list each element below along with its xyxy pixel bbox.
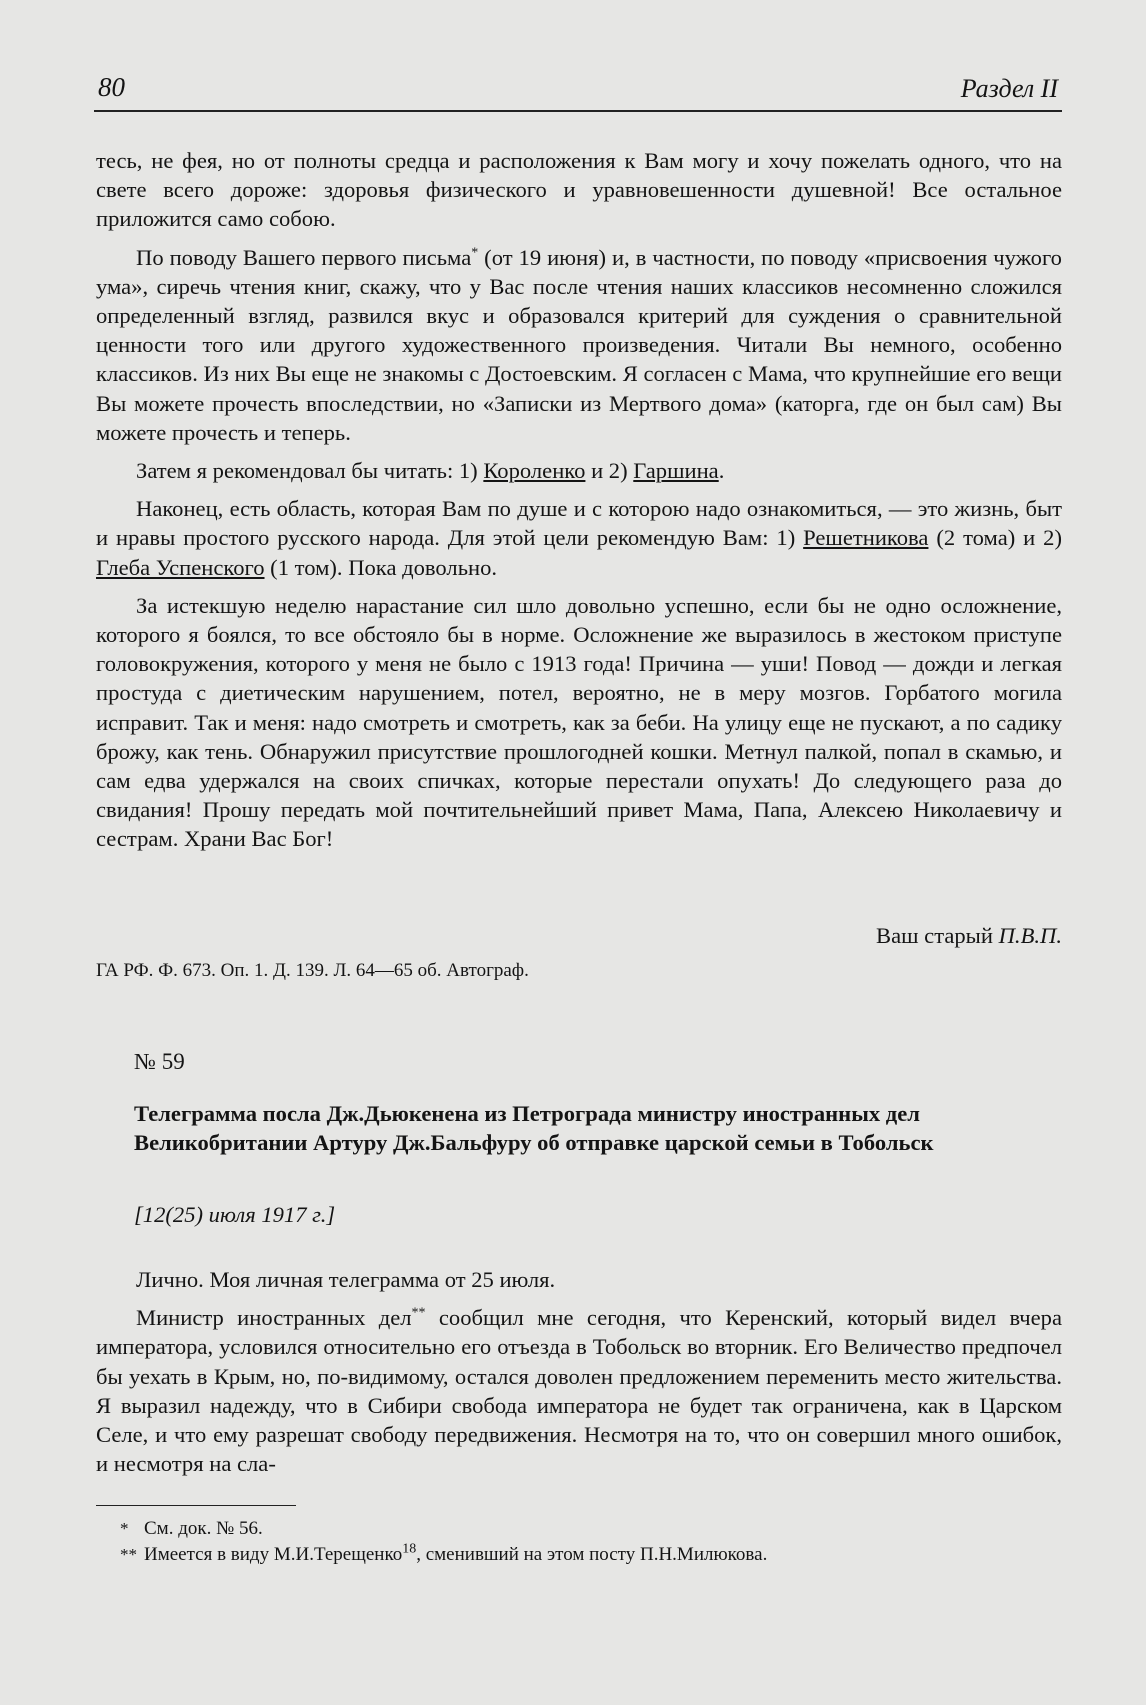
telegram-paragraph (96, 1303, 1062, 1478)
archive-source: ГА РФ. Ф. 673. Оп. 1. Д. 139. Л. 64—65 об. Автограф. (96, 960, 529, 981)
footnote-ref: 18 (402, 1541, 417, 1557)
running-header (94, 70, 1062, 112)
telegram-text (96, 1265, 1062, 1478)
text-run: и 2) (585, 458, 634, 484)
signature-text: Ваш старый (876, 923, 999, 948)
footnotes (96, 1516, 1062, 1568)
letter-paragraph (96, 243, 1062, 447)
footnote-divider (96, 1505, 296, 1506)
footnote-text: , сменивший на этом посту П.Н.Милюкова. (416, 1544, 768, 1565)
letter-paragraph: За истекшую неделю нарастание сил шло довольно успешно, если бы не одно осложнение, которого я боялся, то все обстояло бы в норме. Осложнение же выразилось в жестоком приступе головокружения, которого у меня не было с 1913 года! Причина — уши! Повод — дожди и легкая простуда с диетическим нарушением, потел, вероятно, не в меру мозгов. Горбатого могила исправит. Так и меня: надо смотреть и смотреть, как за беби. На улицу еще не пускают, а по садику брожу, как тень. Обнаружил присутствие прошлогодней кошки. Метнул палкой, попал в скамью, и сам едва удержался на своих спичках, которые перестали опухать! До следующего раза до свидания! Прошу передать мой почтительнейший привет Мама, Папа, Алексею Николаевичу и сестрам. Храни Вас Бог! (96, 592, 1062, 852)
letter-text (96, 146, 1062, 854)
text-run: (1 том). Пока довольно. (264, 554, 498, 580)
footnote-mark: ** (120, 1545, 137, 1564)
author-garshin: Гаршина (633, 458, 719, 484)
footnote (96, 1516, 1062, 1542)
text-run: Затем я рекомендовал бы читать: 1) (136, 458, 484, 484)
text-run: (от 19 июня) и, в частности, по поводу «присвоения чужого ума», сиречь чтения книг, скажу, что у Вас после чтения наших классиков несомненно сложился определенный взгляд, развился вкус и образовался критерий для суждения о сравнительной ценности того или другого художественного произведения. Читали Вы немного, особенно классиков. Из них Вы еще не знакомы с Достоевским. Я согласен с Мама, что крупнейшие его вещи Вы можете прочесть впоследствии, но «Записки из Мертвого дома» (каторга, где он был сам) Вы можете прочесть и теперь. (96, 244, 1062, 445)
text-run: (2 тома) и 2) (928, 525, 1062, 551)
text-run: По поводу Вашего первого письма (136, 244, 472, 270)
signature-initials: П.В.П. (998, 923, 1062, 948)
letter-paragraph (96, 494, 1062, 582)
footnote-mark: * (120, 1519, 129, 1538)
document-title: Телеграмма посла Дж.Дьюкенена из Петрограда министру иностранных дел Великобритании Артуру Дж.Бальфуру об отправке царской семьи в Тобольск (134, 1101, 934, 1155)
text-run: . (718, 458, 725, 484)
footnote (96, 1542, 1062, 1568)
document-number: № 59 (134, 1049, 185, 1074)
document-date: [12(25) июля 1917 г.] (134, 1202, 336, 1227)
footnote-text: Имеется в виду М.И.Терещенко (144, 1544, 403, 1565)
signature (96, 921, 1062, 950)
text-run: сообщил мне сегодня, что Керенский, который видел вчера императора, условился относительно его отъезда в Тобольск во вторник. Его Величество предпочел бы уехать в Крым, но, по-видимому, остался доволен предложением переменить место жительства. Я выразил надежду, что в Сибири свобода императора не будет так ограничена, как в Царском Селе, и что ему разрешат свободу передвижения. Несмотря на то, что он совершил много ошибок, и несмотря на сла- (96, 1305, 1063, 1477)
text-run: Наконец, есть область, которая Вам по душе и с которою надо ознакомиться, — это жизнь, быт и нравы простого русского народа. Для этой цели рекомендую Вам: 1) (96, 496, 1062, 551)
telegram-paragraph: Лично. Моя личная телеграмма от 25 июля. (136, 1267, 556, 1292)
author-reshetnikov: Решетникова (803, 525, 929, 551)
author-korolenko: Короленко (483, 458, 586, 484)
footnote-ref: * (471, 245, 479, 261)
text-run: Министр иностранных дел (136, 1305, 412, 1331)
footnote-ref: ** (411, 1305, 426, 1321)
letter-paragraph: тесь, не фея, но от полноты средца и расположения к Вам могу и хочу пожелать одного, что на свете всего дороже: здоровья физического и уравновешенности душевной! Все остальное приложится само собою. (96, 148, 1062, 232)
author-uspensky: Глеба Успенского (96, 554, 265, 580)
section-title: Раздел II (960, 74, 1058, 103)
page-number: 80 (98, 72, 125, 102)
letter-paragraph (96, 456, 1062, 485)
footnote-text: См. док. № 56. (144, 1518, 263, 1539)
